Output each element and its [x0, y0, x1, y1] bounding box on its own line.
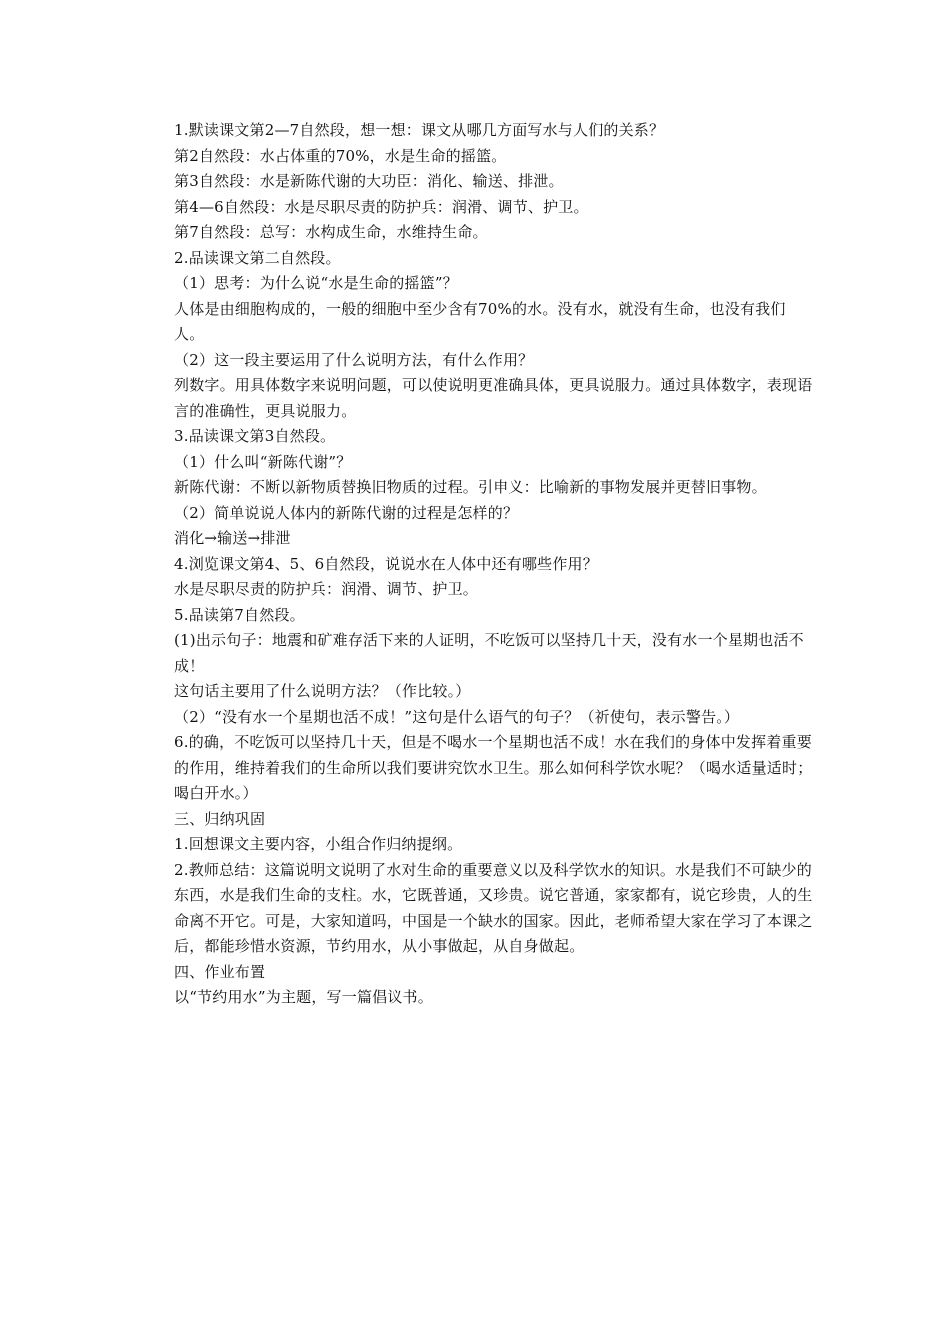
- answer-para-7: 第7自然段：总写：水构成生命，水维持生命。: [174, 223, 488, 241]
- section-heading-4: 四、作业布置: [174, 962, 266, 981]
- sub-question-3-1: （1）什么叫“新陈代谢”？: [174, 452, 352, 471]
- review-item-2: 2.教师总结：这篇说明文说明了水对生命的重要意义以及科学饮水的知识。水是我们不可缺少的东西，水是我们生命的支柱。水，它既普通，又珍贵。说它普通，家家都有，说它珍贵，人的生命离不开它。可是，大家知道吗，中国是一个缺水的国家。因此，老师希望大家在学习了本课之后，都能珍惜水资源，节约用水，从小事做起，从自身做起。: [174, 860, 813, 955]
- sub-question-5-2: （2）“没有水一个星期也活不成！”这句是什么语气的句子？（祈使句，表示警告。）: [174, 707, 740, 726]
- sub-question-5-1: (1)出示句子：地震和矿难存活下来的人证明，不吃饭可以坚持几十天，没有水一个星期也活不成！: [174, 631, 804, 675]
- paragraph-6: 6.的确，不吃饭可以坚持几十天，但是不喝水一个星期也活不成！水在我们的身体中发挥着重要的作用，维持着我们的生命所以我们要讲究饮水卫生。那么如何科学饮水呢？（喝水适量适时；喝白开水。）: [174, 733, 813, 802]
- section-heading-3: 三、归纳巩固: [174, 809, 266, 828]
- answer-3-2: 消化→输送→排泄: [174, 529, 291, 547]
- answer-para-2: 第2自然段：水占体重的70%，水是生命的摇篮。: [174, 146, 507, 165]
- document-body: [174, 118, 814, 1011]
- answer-4: 水是尽职尽责的防护兵：润滑、调节、护卫。: [174, 580, 479, 598]
- review-item-1: 1.回想课文主要内容，小组合作归纳提纲。: [174, 835, 463, 853]
- answer-para-4-6: 第4—6自然段：水是尽职尽责的防护兵：润滑、调节、护卫。: [174, 197, 589, 216]
- question-3: 3.品读课文第3自然段。: [174, 427, 336, 445]
- question-2: 2.品读课文第二自然段。: [174, 248, 341, 267]
- answer-5-1: 这句话主要用了什么说明方法？（作比较。）: [174, 682, 471, 700]
- answer-3-1: 新陈代谢：不断以新物质替换旧物质的过程。引申义：比喻新的事物发展并更替旧事物。: [174, 478, 767, 496]
- question-4: 4.浏览课文第4、5、6自然段，说说水在人体中还有哪些作用？: [174, 554, 598, 573]
- sub-question-2-1: （1）思考：为什么说“水是生命的摇篮”？: [174, 274, 458, 292]
- answer-2-2: 列数字。用具体数字来说明问题，可以使说明更准确具体，更具说服力。通过具体数字，表现语言的准确性，更具说服力。: [174, 376, 813, 420]
- question-1: 1.默读课文第2—7自然段，想一想：课文从哪几方面写水与人们的关系？: [174, 121, 665, 139]
- answer-2-1: 人体是由细胞构成的，一般的细胞中至少含有70%的水。没有水，就没有生命，也没有我们人。: [174, 299, 786, 343]
- homework-item: 以“节约用水”为主题，写一篇倡议书。: [174, 988, 433, 1006]
- sub-question-2-2: （2）这一段主要运用了什么说明方法，有什么作用？: [174, 350, 534, 369]
- answer-para-3: 第3自然段：水是新陈代谢的大功臣：消化、输送、排泄。: [174, 172, 564, 190]
- sub-question-3-2: （2）简单说说人体内的新陈代谢的过程是怎样的？: [174, 503, 519, 522]
- question-5: 5.品读第7自然段。: [174, 605, 305, 624]
